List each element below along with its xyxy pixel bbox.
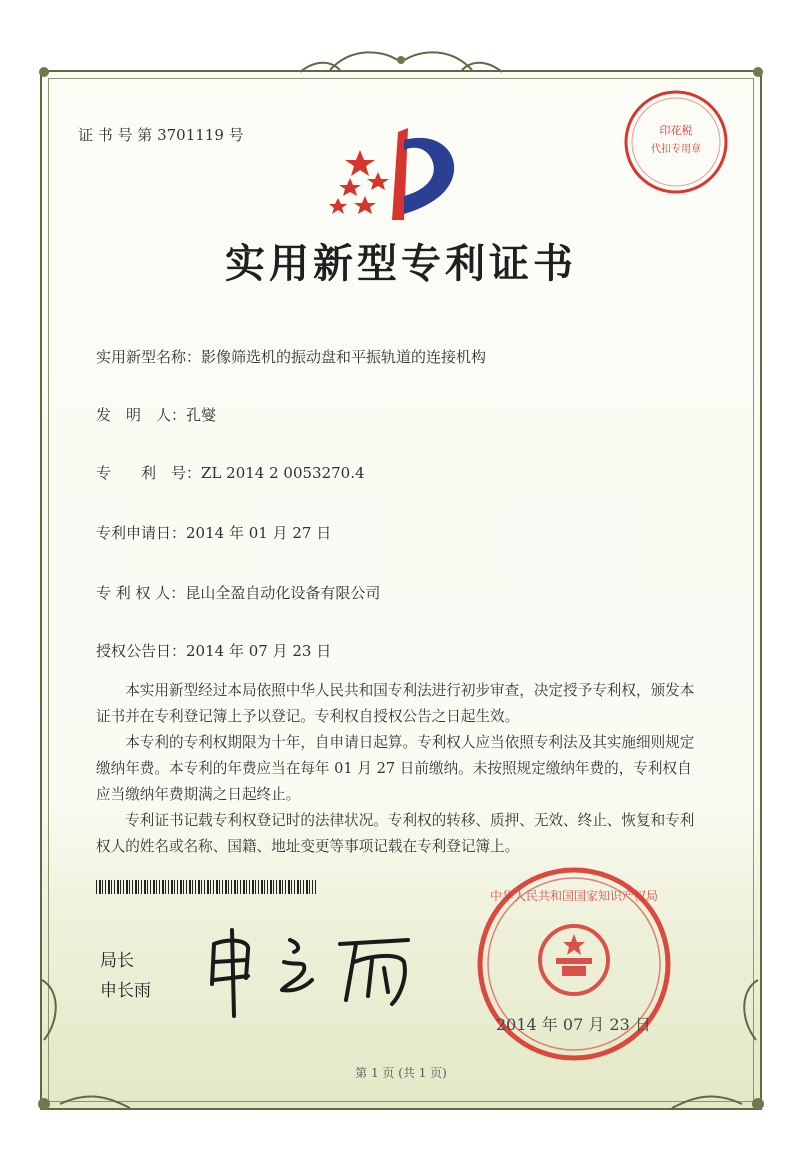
field-value: 昆山全盈自动化设备有限公司 xyxy=(185,584,381,602)
issue-date: 2014 年 07 月 23 日 xyxy=(496,1015,651,1034)
field-label: 发 明 人： xyxy=(96,406,187,424)
paragraph-grant: 本实用新型经过本局依照中华人民共和国专利法进行初步审查，决定授予专利权，颁发本证书并在专利登记簿上予以登记。专利权自授权公告之日起生效。 xyxy=(96,682,695,725)
field-label: 专 利 权 人： xyxy=(96,584,186,602)
field-label: 专利申请日： xyxy=(96,524,187,542)
director-name: 申长雨 xyxy=(100,981,151,1001)
field-value: 孔燮 xyxy=(186,406,217,424)
field-value: 影像筛选机的振动盘和平振轨道的连接机构 xyxy=(201,348,487,366)
field-label: 实用新型名称： xyxy=(96,348,202,366)
svg-text:印花税: 印花税 xyxy=(659,124,693,137)
svg-text:中华人民共和国国家知识产权局: 中华人民共和国国家知识产权局 xyxy=(489,889,659,903)
field-value: 2014 年 07 月 23 日 xyxy=(186,642,332,660)
page-number: 第 1 页 (共 1 页) xyxy=(355,1066,447,1080)
field-label: 专 利 号： xyxy=(96,464,202,482)
paragraph-legal-status: 专利证书记载专利权登记时的法律状况。专利权的转移、质押、无效、终止、恢复和专利权人的姓名或名称、国籍、地址变更等事项记载在专利登记簿上。 xyxy=(96,812,695,855)
page-title: 实用新型专利证书 xyxy=(225,241,577,287)
field-value: 2014 年 01 月 27 日 xyxy=(186,524,332,542)
paragraph-term: 本专利的专利权期限为十年，自申请日起算。专利权人应当依照专利法及其实施细则规定缴纳年费。本专利的年费应当在每年 01 月 27 日前缴纳。未按照规定缴纳年费的，专利权自应当缴纳年费期满之日起终止。 xyxy=(96,734,695,803)
field-label: 授权公告日： xyxy=(96,642,187,660)
field-value: ZL 2014 2 0053270.4 xyxy=(201,464,365,482)
svg-text:代扣专用章: 代扣专用章 xyxy=(651,144,701,155)
director-title: 局长 xyxy=(100,951,134,971)
certificate-number: 证 书 号 第 3701119 号 xyxy=(78,126,244,144)
